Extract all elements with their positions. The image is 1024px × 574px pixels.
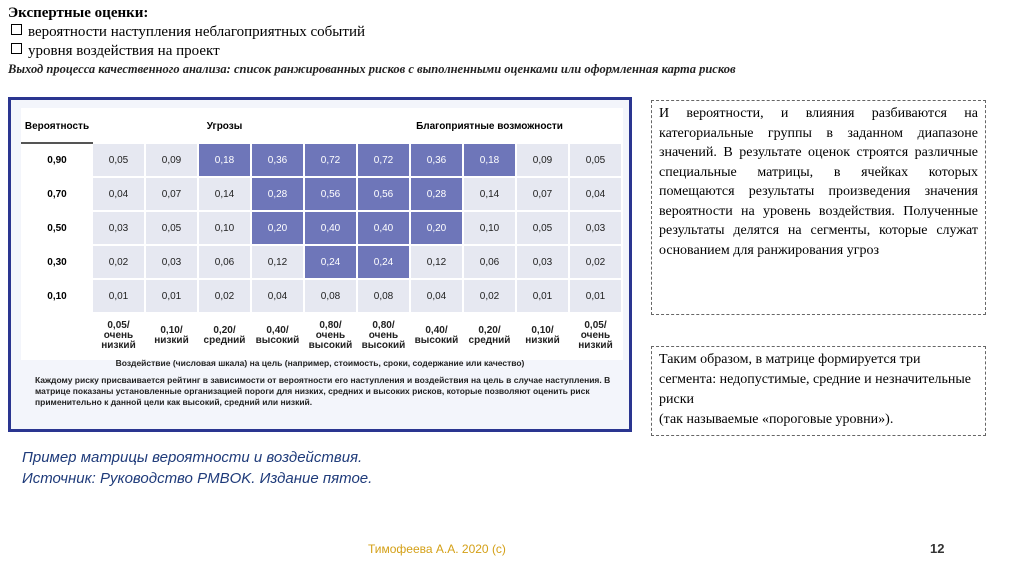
- bullet-impact: [8, 42, 1018, 61]
- checkbox-bullet-icon: [11, 43, 22, 54]
- impact-label-line: 0,80/: [372, 320, 395, 331]
- impact-label-line: 0,05/: [107, 320, 130, 331]
- matrix-row: [22, 245, 622, 279]
- impact-label-line: 0,05/: [584, 320, 607, 331]
- matrix-cell: 0,04: [410, 279, 463, 313]
- probability-value: 0,50: [22, 211, 92, 245]
- rating-note: Каждому риску присваивается рейтинг в зависимости от вероятности его наступления и воздействия на цель в случае наступления. В матрице показаны установленные организацией пороги для низких, средних и высоких рисков, которые позволяют оценить риск применительно к данной цели как высокий, средний или низкий.: [35, 375, 611, 407]
- impact-label: [357, 313, 410, 359]
- matrix-cell: 0,01: [145, 279, 198, 313]
- impact-label-line: низкий: [101, 340, 136, 351]
- matrix-cell: 0,36: [410, 143, 463, 177]
- matrix-cell: 0,24: [304, 245, 357, 279]
- matrix-cell: 0,01: [92, 279, 145, 313]
- probability-header: Вероятность: [22, 109, 92, 143]
- explanation-box: И вероятности, и влияния разбиваются на категориальные группы в заданном диапазоне значений. В результате оценок строятся различные специальные матрицы, в ячейках которых помещаются результаты произведения значения вероятности на уровень воздействия. Полученные результаты делятся на сегменты, которые служат основанием для ранжирования угроз: [651, 100, 986, 315]
- impact-label-line: очень: [368, 330, 399, 341]
- impact-label: [516, 313, 569, 359]
- impact-label: [198, 313, 251, 359]
- impact-label: [251, 313, 304, 359]
- impact-scale-row: [22, 313, 622, 359]
- impact-label-line: 0,10/: [531, 325, 554, 336]
- bullet-probability: [8, 23, 1018, 42]
- caption-line-1: Пример матрицы вероятности и воздействия.: [22, 449, 363, 466]
- matrix-cell: 0,36: [251, 143, 304, 177]
- matrix-cell: 0,05: [145, 211, 198, 245]
- impact-note: Воздействие (числовая шкала) на цель (например, стоимость, сроки, содержание или качество): [115, 358, 525, 368]
- matrix-cell: 0,56: [357, 177, 410, 211]
- matrix-cell: 0,14: [463, 177, 516, 211]
- matrix-cell: 0,05: [92, 143, 145, 177]
- impact-label-line: 0,20/: [478, 325, 501, 336]
- bullet-text: вероятности наступления неблагоприятных событий: [28, 24, 365, 40]
- threats-header: Угрозы: [92, 109, 357, 143]
- matrix-row: [22, 143, 622, 177]
- impact-label: [463, 313, 516, 359]
- matrix-cell: 0,05: [569, 143, 622, 177]
- matrix-cell: 0,03: [569, 211, 622, 245]
- matrix-cell: 0,72: [304, 143, 357, 177]
- matrix-cell: 0,28: [410, 177, 463, 211]
- summary-line-1: Таким образом, в матрице формируется три сегмента: недопустимые, средние и незначительные риски: [659, 352, 972, 407]
- matrix-cell: 0,02: [198, 279, 251, 313]
- impact-label: [569, 313, 622, 359]
- matrix-cell: 0,72: [357, 143, 410, 177]
- matrix-cell: 0,28: [251, 177, 304, 211]
- matrix-cell: 0,12: [410, 245, 463, 279]
- matrix-cell: 0,02: [569, 245, 622, 279]
- matrix-cell: 0,10: [198, 211, 251, 245]
- impact-label: [410, 313, 463, 359]
- checkbox-bullet-icon: [11, 24, 22, 35]
- summary-box: [651, 346, 986, 436]
- probability-impact-matrix: [8, 97, 632, 432]
- matrix-cell: 0,56: [304, 177, 357, 211]
- matrix-cell: 0,01: [516, 279, 569, 313]
- matrix-cell: 0,05: [516, 211, 569, 245]
- impact-label-line: 0,20/: [213, 325, 236, 336]
- impact-label-line: 0,40/: [266, 325, 289, 336]
- impact-label-line: высокий: [308, 340, 353, 351]
- matrix-cell: 0,20: [410, 211, 463, 245]
- impact-label-line: высокий: [414, 335, 459, 346]
- matrix-caption: [22, 447, 372, 489]
- probability-value: 0,30: [22, 245, 92, 279]
- matrix-header-row: [22, 109, 622, 143]
- impact-label-line: низкий: [578, 340, 613, 351]
- impact-label-line: 0,10/: [160, 325, 183, 336]
- matrix-cell: 0,06: [198, 245, 251, 279]
- matrix-cell: 0,03: [92, 211, 145, 245]
- impact-label-line: очень: [103, 330, 134, 341]
- opportunities-header: Благоприятные возможности: [357, 109, 622, 143]
- matrix-cell: 0,07: [516, 177, 569, 211]
- caption-line-2: Источник: Руководство PMBOK. Издание пятое.: [22, 470, 373, 487]
- matrix-row: [22, 279, 622, 313]
- matrix-cell: 0,02: [463, 279, 516, 313]
- page-number: 12: [930, 541, 945, 556]
- matrix-cell: 0,09: [516, 143, 569, 177]
- matrix-cell: 0,10: [463, 211, 516, 245]
- bullet-text: уровня воздействия на проект: [28, 43, 220, 59]
- matrix-cell: 0,20: [251, 211, 304, 245]
- matrix-cell: 0,24: [357, 245, 410, 279]
- matrix-table: [21, 108, 623, 360]
- matrix-row: [22, 211, 622, 245]
- matrix-cell: 0,02: [92, 245, 145, 279]
- matrix-cell: 0,40: [304, 211, 357, 245]
- slide-header: [8, 4, 1018, 78]
- matrix-cell: 0,09: [145, 143, 198, 177]
- impact-label-line: 0,80/: [319, 320, 342, 331]
- impact-label: [145, 313, 198, 359]
- matrix-cell: 0,14: [198, 177, 251, 211]
- probability-value: 0,70: [22, 177, 92, 211]
- output-line: Выход процесса качественного анализа: список ранжированных рисков с выполненными оценками или оформленная карта рисков: [8, 62, 736, 76]
- matrix-cell: 0,07: [145, 177, 198, 211]
- impact-label-line: очень: [315, 330, 346, 341]
- impact-label: [304, 313, 357, 359]
- impact-label-line: 0,40/: [425, 325, 448, 336]
- summary-line-2: (так называемые «пороговые уровни»).: [659, 412, 894, 427]
- matrix-cell: 0,03: [145, 245, 198, 279]
- matrix-cell: 0,18: [198, 143, 251, 177]
- impact-label: [92, 313, 145, 359]
- impact-label-line: высокий: [255, 335, 300, 346]
- footer-author: Тимофеева А.А. 2020 (с): [368, 542, 506, 556]
- matrix-row: [22, 177, 622, 211]
- matrix-cell: 0,08: [357, 279, 410, 313]
- impact-label-line: очень: [580, 330, 611, 341]
- slide-title: Экспертные оценки:: [8, 5, 149, 21]
- matrix-cell: 0,06: [463, 245, 516, 279]
- matrix-cell: 0,04: [569, 177, 622, 211]
- impact-label-line: низкий: [154, 335, 189, 346]
- impact-label-line: низкий: [525, 335, 560, 346]
- matrix-cell: 0,04: [251, 279, 304, 313]
- probability-value: 0,90: [22, 143, 92, 177]
- matrix-cell: 0,12: [251, 245, 304, 279]
- matrix-cell: 0,40: [357, 211, 410, 245]
- matrix-cell: 0,01: [569, 279, 622, 313]
- matrix-cell: 0,18: [463, 143, 516, 177]
- impact-label-line: средний: [468, 335, 511, 346]
- impact-corner: [22, 313, 92, 359]
- impact-label-line: средний: [203, 335, 246, 346]
- matrix-cell: 0,04: [92, 177, 145, 211]
- matrix-cell: 0,03: [516, 245, 569, 279]
- matrix-cell: 0,08: [304, 279, 357, 313]
- impact-label-line: высокий: [361, 340, 406, 351]
- probability-value: 0,10: [22, 279, 92, 313]
